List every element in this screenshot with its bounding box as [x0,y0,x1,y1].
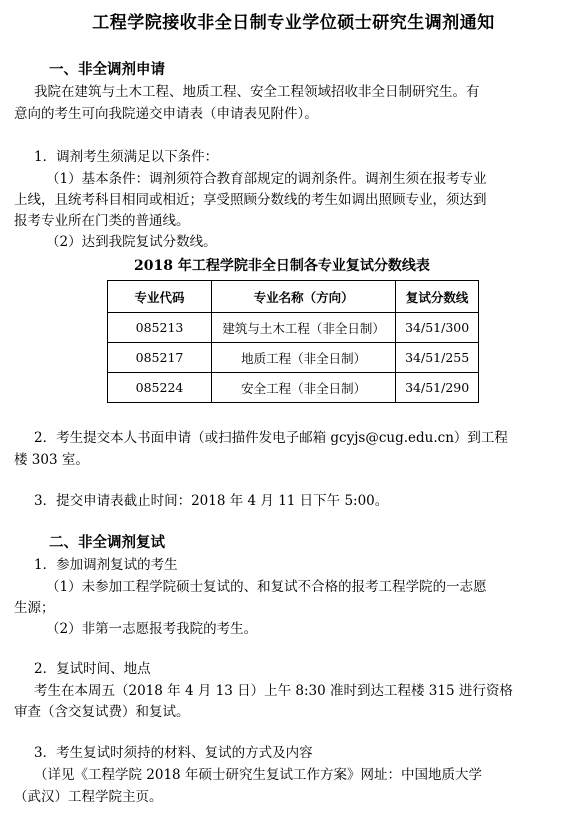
cell-name: 建筑与土木工程（非全日制） [212,313,396,343]
reference-line1: （详见《工程学院 2018 年硕士研究生复试工作方案》网址：中国地质大学 [34,767,482,783]
time-place-line2: 审查（含交复试费）和复试。 [14,704,190,720]
submit-line2: 楼 303 室。 [14,452,89,468]
condition1-line3: 报考专业所在门类的普通线。 [14,213,190,229]
deadline-line: 3．提交申请表截止时间：2018 年 4 月 11 日下午 5:00。 [34,493,389,509]
score-table [107,280,479,403]
cell-code: 085217 [108,343,212,373]
candidate1-line1: （1）未参加工程学院硕士复试的、和复试不合格的报考工程学院的一志愿 [46,579,487,595]
table-row [108,313,479,343]
table-row [108,343,479,373]
cell-name: 地质工程（非全日制） [212,343,396,373]
cell-score: 34/51/255 [396,343,479,373]
cell-score: 34/51/300 [396,313,479,343]
table-row [108,373,479,403]
candidates-title: 1．参加调剂复试的考生 [34,557,178,573]
section1-intro-line2: 意向的考生可向我院递交申请表（申请表见附件）。 [14,106,318,122]
conditions-title: 1．调剂考生须满足以下条件： [34,149,219,165]
materials-title: 3．考生复试时须持的材料、复试的方式及内容 [34,745,313,761]
time-place-title: 2．复试时间、地点 [34,661,151,677]
time-place-line1: 考生在本周五（2018 年 4 月 13 日）上午 8:30 准时到达工程楼 315 进行资格 [34,683,513,699]
header-major-code: 专业代码 [108,281,212,313]
submit-line1: 2．考生提交本人书面申请（或扫描件发电子邮箱 gcyjs@cug.edu.cn）到工程 [34,430,508,446]
cell-name: 安全工程（非全日制） [212,373,396,403]
cell-score: 34/51/290 [396,373,479,403]
section1-heading: 一、非全调剂申请 [49,61,165,78]
reference-line2: （武汉）工程学院主页。 [14,789,163,805]
condition2: （2）达到我院复试分数线。 [46,234,217,250]
table-header-row [108,281,479,313]
page-title: 工程学院接收非全日制专业学位硕士研究生调剂通知 [92,13,495,33]
cell-code: 085213 [108,313,212,343]
section2-heading: 二、非全调剂复试 [49,534,165,551]
condition1-line1: （1）基本条件：调剂须符合教育部规定的调剂条件。调剂生须在报考专业 [46,171,487,187]
header-major-name: 专业名称（方向） [212,281,396,313]
candidate1-line2: 生源； [14,600,55,616]
table-caption: 2018 年工程学院非全日制各专业复试分数线表 [134,258,430,274]
section1-intro-line1: 我院在建筑与土木工程、地质工程、安全工程领域招收非全日制研究生。有 [34,84,480,100]
condition1-line2: 上线，且统考科目相同或相近；享受照顾分数线的考生如调出照顾专业，须达到 [14,192,487,208]
candidate2: （2）非第一志愿报考我院的考生。 [46,621,258,637]
cell-code: 085224 [108,373,212,403]
header-score-line: 复试分数线 [396,281,479,313]
